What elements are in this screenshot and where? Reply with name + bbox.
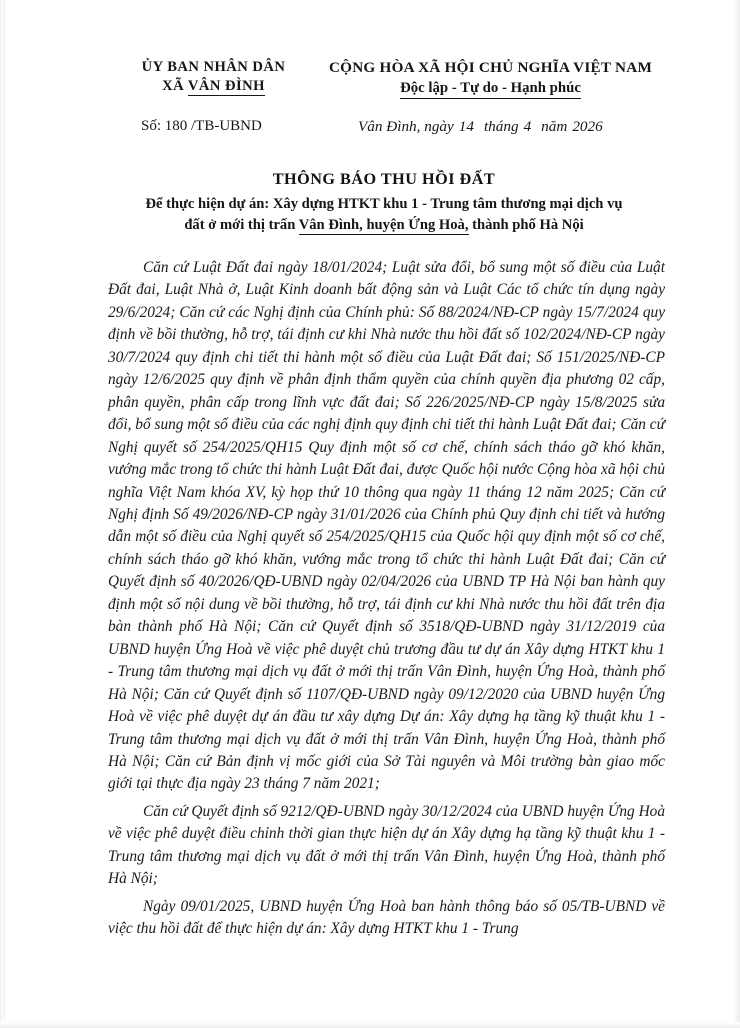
national-motto [316, 78, 665, 99]
organization-line-2 [111, 77, 316, 96]
date-place: Vân Đình, ngày [358, 118, 454, 135]
title-block [103, 168, 665, 235]
national-name: CỘNG HÒA XÃ HỘI CHỦ NGHĨA VIỆT NAM [328, 59, 653, 76]
subtitle-prefix: đất ở mới thị trấn [184, 216, 299, 233]
body-paragraph: Căn cứ Luật Đất đai ngày 18/01/2024; Luật sửa đổi, bổ sung một số điều của Luật Đất đai, Luật Nhà ở, Luật Kinh doanh bất động sản và Luật Các tổ chức tín dụng ngày 29/6/2024; Căn cứ các Nghị định của Chính phủ: Số 88/2024/NĐ-CP ngày 15/7/2024 quy định về bồi thường, hỗ trợ, tái định cư khi Nhà nước thu hồi đất số 102/2024/NĐ-CP ngày 30/7/2024 quy định chi tiết thi hành một số điều của Luật Đất đai; Số 151/2025/NĐ-CP ngày 12/6/2025 quy định về phân định thẩm quyền của chính quyền địa phương 02 cấp, phân quyền, phân cấp trong lĩnh vực đất đai; Số 226/2025/NĐ-CP ngày 15/8/2025 sửa đổi, bổ sung một số điều của các nghị định quy định chi tiết thi hành Luật Đất đai; Căn cứ Nghị quyết số 254/2025/QH15 Quy định một số cơ chế, chính sách tháo gỡ khó khăn, vướng mắc trong tổ chức thi hành Luật Đất đai, được Quốc hội nước Cộng hòa xã hội chủ nghĩa Việt Nam khóa XV, kỳ họp thứ 10 thông qua ngày 11 tháng 12 năm 2025; Căn cứ Nghị định Số 49/2026/NĐ-CP ngày 31/01/2026 của Chính phủ Quy định chi tiết và hướng dẫn một số điều của Nghị quyết số 254/2025/QH15 của Quốc hội quy định một số cơ chế, chính sách tháo gỡ khó khăn, vướng mắc trong tổ chức thi hành Luật Đất đai; Căn cứ Quyết định số 40/2026/QĐ-UBND ngày 02/04/2026 của UBND TP Hà Nội ban hành quy định một số nội dung về bồi thường, hỗ trợ, tái định cư khi Nhà nước thu hồi đất trên địa bàn thành phố Hà Nội; Căn cứ Quyết định số 3518/QĐ-UBND ngày 31/12/2019 của UBND huyện Ứng Hoà về việc phê duyệt chủ trương đầu tư dự án Xây dựng HTKT khu 1 - Trung tâm thương mại dịch vụ đất ở mới thị trấn Vân Đình, huyện Ứng Hoà, thành phố Hà Nội; Căn cứ Quyết định số 1107/QĐ-UBND ngày 09/12/2020 của UBND huyện Ứng Hoà về việc phê duyệt dự án đầu tư xây dựng Dự án: Xây dựng hạ tầng kỹ thuật khu 1 - Trung tâm thương mại dịch vụ đất ở mới thị trấn Vân Đình, huyện Ứng Hoà, thành phố Hà Nội; Căn cứ Bản định vị mốc giới của Sở Tài nguyên và Môi trường bàn giao mốc giới tại thực địa ngày 23 tháng 7 năm 2021; [108, 259, 665, 793]
subtitle-line-1: Để thực hiện dự án: Xây dựng HTKT khu 1 - Trung tâm thương mại dịch vụ [145, 196, 623, 212]
document-content [103, 0, 665, 1028]
body-paragraph: Ngày 09/01/2025, UBND huyện Ứng Hoà ban hành thông báo số 05/TB-UBND về việc thu hồi đất để thực hiện dự án: Xây dựng HTKT khu 1 - Trung [108, 897, 665, 938]
subtitle-suffix: thành phố Hà Nội [468, 216, 584, 233]
date-year: 2026 [572, 118, 603, 135]
organization-line-1: ỦY BAN NHÂN DÂN [141, 59, 286, 75]
issuing-organization [111, 58, 316, 96]
document-subtitle [103, 194, 665, 235]
body-paragraph: Căn cứ Quyết định số 9212/QĐ-UBND ngày 30/12/2024 của UBND huyện Ứng Hoà về việc phê duyệt điều chỉnh thời gian thực hiện dự án Xây dựng hạ tầng kỹ thuật khu 1 - Trung tâm thương mại dịch vụ đất ở mới thị trấn Vân Đình, huyện Ứng Hoà, thành phố Hà Nội; [108, 802, 665, 888]
document-header [103, 58, 665, 150]
document-body [108, 257, 665, 941]
national-motto-text: Độc lập - Tự do - Hạnh phúc [400, 80, 581, 99]
organization-prefix: XÃ [162, 78, 188, 94]
page-edge-right [733, 0, 740, 1028]
subtitle-line-2 [103, 215, 665, 236]
date-month: 4 [523, 118, 532, 135]
subtitle-location-underlined: Vân Đình, huyện Ứng Hoà, [298, 216, 469, 233]
date-month-label: tháng [483, 118, 519, 135]
national-heading [316, 58, 665, 99]
date-year-label: năm [541, 118, 568, 135]
date-line [358, 118, 603, 136]
page-title: THÔNG BÁO THU HỒI ĐẤT [272, 170, 496, 188]
document-number: Số: 180 /TB-UBND [141, 118, 262, 134]
organization-name-underlined: VÂN ĐÌNH [187, 78, 265, 94]
date-day: 14 [458, 118, 474, 135]
